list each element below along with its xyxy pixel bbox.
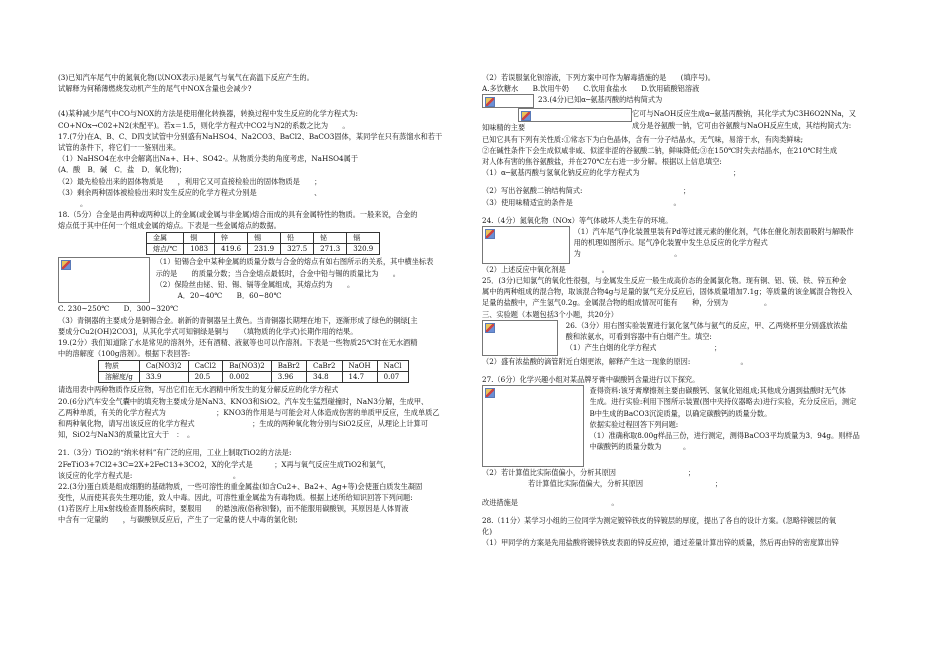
q18-line1: 18.（5分）合金是由两种或两种以上的金属(或金属与非金属)熔合而成的具有金属特性的物质。一般来说，合金的: [58, 210, 418, 220]
q27-line1: 27.（6分）化学兴趣小组对某品牌牙膏中碳酸钙含量进行以下探究。: [482, 375, 700, 384]
table-row: 金属 铜 锌 锡 铅 铋 镉: [147, 233, 380, 244]
q17-sub3-end: 。: [80, 198, 88, 208]
q17-sub2: （2）最先检验出来的固体物质是 ，利用它又可直接检验出的固体物质是 ；: [58, 176, 322, 186]
alanine-structure-image: [482, 94, 534, 108]
q17-line2: 试管的条件下，将它们一一鉴别出来。: [58, 142, 181, 152]
metal-melting-table: [146, 232, 380, 255]
q20-line3: 和两种氧化物，请写出该反应的化学方程式 ；生成的两种氧化物分别与SiO2反应，从理论上计算可: [58, 418, 428, 428]
left-column: [58, 72, 470, 526]
q23-sub2: （2）写出谷氨酸二钠结构简式: ；: [482, 186, 691, 196]
q27-sub2-line2: 若计算值比实际值偏大，分析其原因 ；: [528, 479, 723, 489]
q24-sub2: （2）上述反应中氧化剂是 。: [482, 264, 609, 274]
broken-image-icon: [485, 97, 495, 107]
q28-sub1: （1）甲同学的方案是先用盐酸将镀锌铁皮表面的锌反应掉，通过差量计算出锌的质量，然后再由锌的密度算出锌: [482, 538, 839, 548]
q25-line3: 足量的盐酸中，产生氢气0.2g。金属混合物的组成情况可能有 种，分别为 。: [482, 298, 772, 308]
q27-sub1-line1: （1）准确称取8.00g样品三份，进行测定，测得BaCO3平均质量为3．94g。则样品: [589, 430, 860, 440]
q23-line6: ②在碱性条件下会生成似咸非咸、似涩非涩的谷氨酸二钠，鲜味降低;③在150℃时失去结晶水，在210℃时生成: [482, 145, 838, 155]
q22-options: A.多饮糖水 B.饮用牛奶 C.饮用食盐水 D.饮用硫酸铝溶液: [482, 84, 700, 94]
q24-line4: 为 。: [573, 249, 682, 259]
table-row: 物质 Ca(NO3)2 CaCl2 Ba(NO3)2 BaBr2 CaBr2 NaOH NaCl: [99, 361, 409, 372]
q28-line1: 28.（11分）某学习小组的三位同学为测定镀锌铁皮的锌镀层的厚度，提出了各自的设计方案。(忽略锌镀层的氧: [482, 515, 837, 525]
broken-image-icon: [485, 388, 495, 398]
q18-sub2: （2）保险丝由铋、铅、锡、镉等金属组成，其熔点约为 。: [155, 279, 355, 289]
q18-line2: 熔点低于其中任何一个组成金属的熔点。下表是一些金属熔点的数据。: [58, 221, 281, 231]
q17-options: (A．酸 B．碱 C．盐 D．氧化物)；: [58, 165, 186, 175]
q23-sub1: （1）α─氨基丙酸与氢氧化钠反应的化学方程式为 ；: [482, 168, 741, 178]
right-column: [482, 72, 894, 548]
q21-line1: 21.（3分）TiO2的“纳米材料”有广泛的应用，工业上制取TiO2的方法是:: [58, 448, 292, 458]
alanine-structure-image-2: [518, 108, 632, 122]
q24-line3: 用的机理如图所示。尾气净化装置中发生总反应的化学方程式: [573, 238, 768, 248]
broken-image-icon: [61, 260, 71, 270]
q23-line1: 23.(4分)已知α─氨基丙酸的结构简式为: [538, 95, 663, 105]
q18-sub1-line1: （1）铅锡合金中某种金属的质量分数与合金的熔点有如右图所示的关系，其中横坐标表: [155, 257, 434, 267]
q18-sub3-line1: （3）青铜器的主要成分是铜锡合金。崭新的青铜器呈土黄色。当青铜器长期埋在地下，逐渐形成了绿色的铜绿[主: [58, 315, 418, 325]
q23-line5: 已知它具有下列有关性质:①常态下为白色晶体，含有一分子结晶水，无气味，易溶于水，有肉类鲜味;: [482, 134, 804, 144]
q16-part4-line2: CO+NOx→C02+N2(未配平)。若x＝1.5，则化学方程式中CO2与N2的系数之比为 。: [58, 120, 350, 130]
alloy-melting-chart-image: [58, 257, 150, 303]
q25-line1: 25．(3分)已知氯气的氧化性很强，与金属发生反应一般生成高价态的金属氯化物。现有铜、铝、镁、铁、锌五种金: [482, 276, 847, 286]
section-three-heading: 三、实验题（本题包括3个小题，共20分）: [482, 309, 618, 319]
solubility-table: [98, 360, 409, 383]
q26-sub2: （2）盛有浓盐酸的滴管附近白烟更浓，解释产生这一现象的原因: 。: [482, 356, 748, 366]
q23-line7: 对人体有害的焦谷氨酸盐，并在270℃左右进一步分解。根据以上信息填空:: [482, 156, 722, 166]
q19-line1: 19.(2分）我们知道除了水是常见的溶剂外，还有酒精、液氨等也可以作溶剂。下表是一些物质25℃时在无水酒精: [58, 338, 418, 347]
q18-sub3-line2: 要成分Cu2(OH)2CO3]，从其化学式可知铜绿是铜与 （填物质的化学式)长期作用的结果。: [58, 326, 358, 336]
q27-line3: 生成。进行实验:利用下图所示装置(图中夹持仪器略去)进行实验，充分反应后，测定: [589, 397, 857, 407]
q18-sub1-line2: 示的是 的质量分数；当合金熔点最低时，合金中铅与锡的质量比为 。: [155, 268, 400, 278]
q27-line5: 依据实验过程回答下列问题:: [589, 419, 679, 429]
q22-line1: 22.(3分)蛋白质是组成细胞的基础物质，一些可溶性的重金属盐(如含Cu2+、Ba2+、Ag+等)会使蛋白质发生凝固: [58, 481, 423, 491]
table-row: 溶解度/g 33.9 20.5 0.002 3.96 34.8 14.7 0.07: [99, 372, 409, 383]
q24-line1: 24.（4分）氮氧化物（NOx）等气体破坏人类生存的环境。: [482, 215, 673, 225]
q21-line2: 2FeTiO3+7Cl2+3C=2X+2FeC13+3CO2，X的化学式是 ；X再与氧气反应生成TiO2和氯气，: [58, 459, 391, 469]
q19-line3: 请选用表中两种物质作反应物，写出它们在无水酒精中所发生的复分解反应的化学方程式: [58, 385, 339, 395]
q17-sub3: （3）剩余两种固体被检验出来时发生反应的化学方程式分别是 、: [58, 187, 322, 197]
q22-line2: 变性，从而使其丧失生理功能，致人中毒。因此，可溶性重金属盐为有毒物质。根据上述所给知识回答下列问题:: [58, 493, 413, 503]
q26-line1: 26.（3分）用右图实验装置进行氯化氢气体与氨气的反应，甲、乙两烧杯里分别盛放浓盐: [565, 320, 848, 330]
q26-sub1: （1）产生白烟的化学方程式 ；: [565, 343, 722, 353]
q18-sub2-options-cd: C. 230~250℃ D．300~320℃: [58, 304, 179, 314]
q17-line1: 17.(7分)在A、B、C、D四支试管中分别盛有NaHSO4、Na2CO3、BaCl2、BaCO3固体，某同学在只有蒸馏水和若干: [58, 131, 443, 141]
hcl-ammonia-apparatus-image: [482, 320, 558, 356]
catalyst-mechanism-image: [482, 226, 570, 264]
q20-line2: 乙两种单质，有关的化学方程式为 ；KNO3的作用是与可能会对人体造成伤害的单质甲反应，生成单质乙: [58, 407, 440, 417]
q22-line4: 中含有一定量的 ，与碳酸钡反应后，产生了一定量的使人中毒的氯化钡;: [58, 515, 298, 525]
q27-line4: B中生成的BaCO3沉淀质量，以确定碳酸钙的质量分数。: [589, 408, 772, 418]
broken-image-icon: [485, 323, 495, 333]
q27-line2: 查得资料:该牙膏摩擦剂主要由碳酸钙、氢氧化铝组成;其他成分遇到盐酸时无气体: [589, 386, 846, 396]
q20-line4: 知，SiO2与NaN3的质量比宜大于 ： 。: [58, 430, 195, 440]
q27-sub1-line2: 中碳酸钙的质量分数为 。: [589, 442, 691, 452]
q17-sub1: （1）NaHSO4在水中会解离出Na+、H+、SO42-。从物质分类的角度考虑，NaHSO4属于: [58, 154, 359, 164]
q27-sub2-line1: （2）若计算值比实际值偏小，分析其原因 ；: [482, 468, 696, 478]
q26-line2: 酸和浓氨水，可看到容器中有白烟产生。填空:: [565, 332, 712, 341]
q22-sub2: （2）若误服氯化钡溶液，下列方案中可作为解毒措施的是 (填序号)。: [482, 73, 715, 82]
q23-line4: 成分是谷氨酸一钠，它可由谷氨酸与NaOH反应生成，其结构简式为:: [632, 120, 852, 130]
q23-sub3: （3）使用味精适宜的条件是 。: [482, 197, 681, 207]
q23-line2: 它可与NaOH反应生成α─氨基丙酸钠，其化学式为C3H6O2NNa，又: [632, 109, 856, 119]
q20-line1: 20.(6分)汽车安全气囊中的填充物主要成分是NaN3、KNO3和SiO2。汽车发生猛烈碰撞时，NaN3分解，生成甲、: [58, 396, 429, 406]
toothpaste-apparatus-image: [482, 385, 584, 467]
broken-image-icon: [521, 111, 531, 121]
q22-line3: (1)若医疗上用x射线检查胃肠疾病时，要服用 的悬浊液(俗称钡餐)，而不能服用碳酸钡，其原因是人体胃液: [58, 504, 409, 514]
q28-line2: 化): [482, 526, 492, 536]
q18-sub2-options-ab: A．20~40℃ B．60~80℃: [177, 291, 282, 300]
table-row: 熔点/℃ 1083 419.6 231.9 327.5 271.3 320.9: [147, 244, 380, 255]
broken-image-icon: [485, 229, 495, 239]
q24-line2: （1）汽车尾气净化装置里装有Pd等过渡元素的催化剂，气体在催化剂表面吸附与解吸作: [573, 226, 854, 236]
q16-part3-line1: (3)已知汽车尾气中的氮氧化物(以NOX表示)是氮气与氧气在高温下反应产生的。: [58, 73, 314, 82]
q16-part4-line1: (4)某种减少尾气中CO与NOX的方法是使用催化转换器，转换过程中发生反应的化学方程式为:: [58, 109, 358, 119]
q16-part3-line2: 试解释为何稀薄燃烧发动机产生的尾气中NOX含量也会减少?: [58, 84, 252, 94]
q25-line2: 属中的两种组成的混合物，取该混合物4g与足量的氯气充分反应后，固体质量增加7.1g；等质量的该金属混合物投入: [482, 287, 853, 297]
q27-sub2-line3: 改进措施是 。: [482, 497, 619, 507]
q23-line3: 知味精的主要: [482, 123, 526, 133]
q19-line2: 中的溶解度（100g溶剂）。根据下表回答:: [58, 349, 191, 359]
q21-line3: 该反应的化学方程式是: 。: [58, 470, 241, 480]
